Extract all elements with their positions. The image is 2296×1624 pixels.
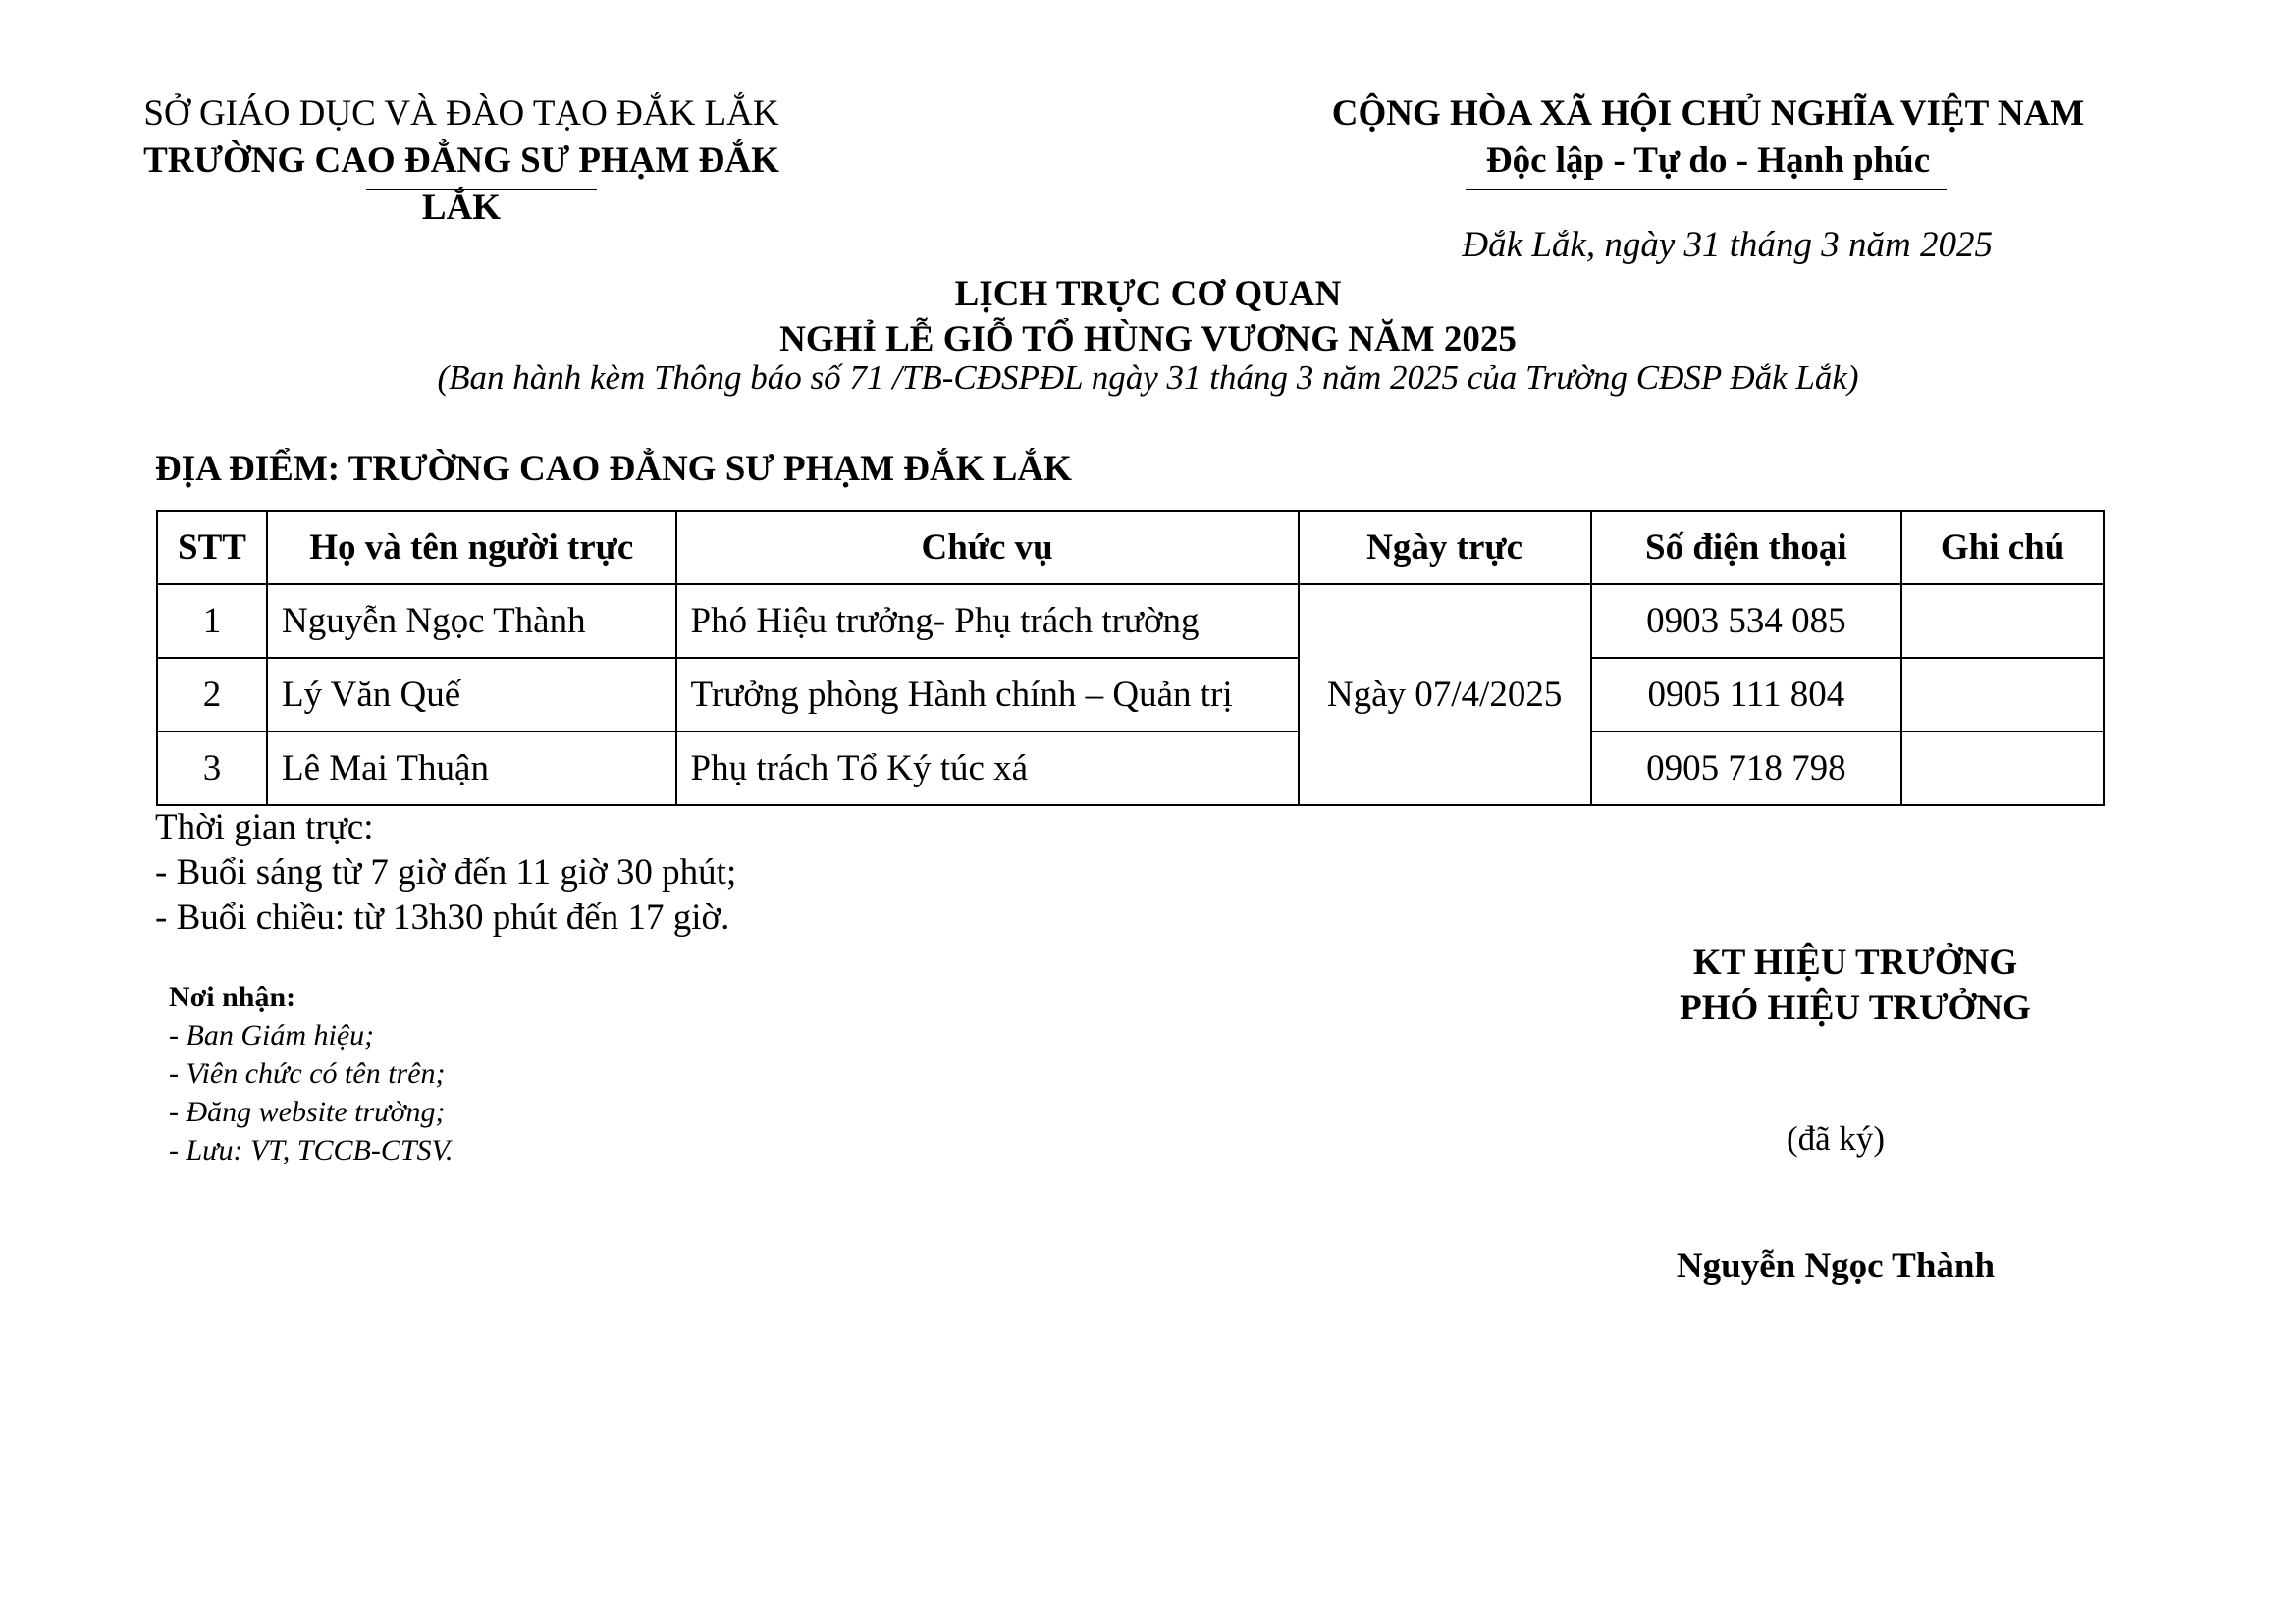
cell-note	[1901, 658, 2104, 731]
header-note: Ghi chú	[1901, 511, 2104, 584]
signature-title	[1610, 941, 2101, 1031]
table-row	[157, 658, 2104, 731]
cell-position: Trưởng phòng Hành chính – Quản trị	[676, 658, 1299, 731]
recipient-item: - Lưu: VT, TCCB-CTSV.	[169, 1134, 454, 1166]
header-right	[1286, 90, 2130, 185]
header-phone: Số điện thoại	[1591, 511, 1902, 584]
cell-phone: 0903 534 085	[1591, 584, 1902, 658]
document-subtitle: (Ban hành kèm Thông báo số 71 /TB-CĐSPĐL ngày 31 tháng 3 năm 2025 của Trường CĐSP Đắk Lắk)	[437, 358, 1859, 397]
duty-table	[156, 510, 2105, 806]
signer-name: Nguyễn Ngọc Thành	[1676, 1246, 1996, 1286]
recipient-item: - Viên chức có tên trên;	[169, 1057, 446, 1090]
title-line-2: NGHỈ LỄ GIỖ TỔ HÙNG VƯƠNG NĂM 2025	[779, 319, 1517, 359]
department-name: SỞ GIÁO DỤC VÀ ĐÀO TẠO ĐẮK LẮK	[143, 93, 779, 134]
header-name: Họ và tên người trực	[267, 511, 676, 584]
cell-name: Nguyễn Ngọc Thành	[267, 584, 676, 658]
cell-position: Phụ trách Tổ Ký túc xá	[676, 731, 1299, 805]
location-heading: ĐỊA ĐIỂM: TRƯỜNG CAO ĐẲNG SƯ PHẠM ĐẮK LẮK	[155, 449, 1072, 489]
recipient-item: - Ban Giám hiệu;	[169, 1019, 375, 1052]
school-name-underline	[366, 189, 597, 190]
cell-note	[1901, 584, 2104, 658]
signed-note: (đã ký)	[1786, 1119, 1886, 1158]
cell-stt: 3	[157, 731, 267, 805]
motto: Độc lập - Tự do - Hạnh phúc	[1485, 140, 1931, 181]
cell-stt: 1	[157, 584, 267, 658]
cell-name: Lý Văn Quế	[267, 658, 676, 731]
cell-phone: 0905 111 804	[1591, 658, 1902, 731]
header-left	[128, 90, 795, 232]
document-title	[0, 272, 2296, 362]
country-name: CỘNG HÒA XÃ HỘI CHỦ NGHĨA VIỆT NAM	[1331, 93, 2085, 134]
school-name: TRƯỜNG CAO ĐẲNG SƯ PHẠM ĐẮK LẮK	[143, 140, 779, 228]
recipients-heading: Nơi nhận:	[169, 981, 296, 1013]
recipients-block	[169, 978, 453, 1169]
signature-line-2: PHÓ HIỆU TRƯỞNG	[1680, 988, 2031, 1028]
cell-note	[1901, 731, 2104, 805]
header-stt: STT	[157, 511, 267, 584]
table-row	[157, 584, 2104, 658]
duty-time-block	[155, 805, 736, 941]
cell-stt: 2	[157, 658, 267, 731]
signature-line-1: KT HIỆU TRƯỞNG	[1692, 943, 2018, 983]
table-header-row	[157, 511, 2104, 584]
motto-underline	[1466, 189, 1947, 190]
cell-name: Lê Mai Thuận	[267, 731, 676, 805]
cell-position: Phó Hiệu trưởng- Phụ trách trường	[676, 584, 1299, 658]
duty-time-heading: Thời gian trực:	[155, 807, 374, 847]
header-position: Chức vụ	[676, 511, 1299, 584]
recipient-item: - Đăng website trường;	[169, 1096, 446, 1128]
header-duty-date: Ngày trực	[1299, 511, 1591, 584]
date-line: Đắk Lắk, ngày 31 tháng 3 năm 2025	[1462, 225, 1993, 265]
table-row	[157, 731, 2104, 805]
cell-duty-date: Ngày 07/4/2025	[1299, 584, 1591, 805]
duty-time-morning: - Buổi sáng từ 7 giờ đến 11 giờ 30 phút;	[155, 852, 737, 893]
duty-time-afternoon: - Buổi chiều: từ 13h30 phút đến 17 giờ.	[155, 897, 730, 938]
title-line-1: LỊCH TRỰC CƠ QUAN	[954, 274, 1342, 314]
cell-phone: 0905 718 798	[1591, 731, 1902, 805]
